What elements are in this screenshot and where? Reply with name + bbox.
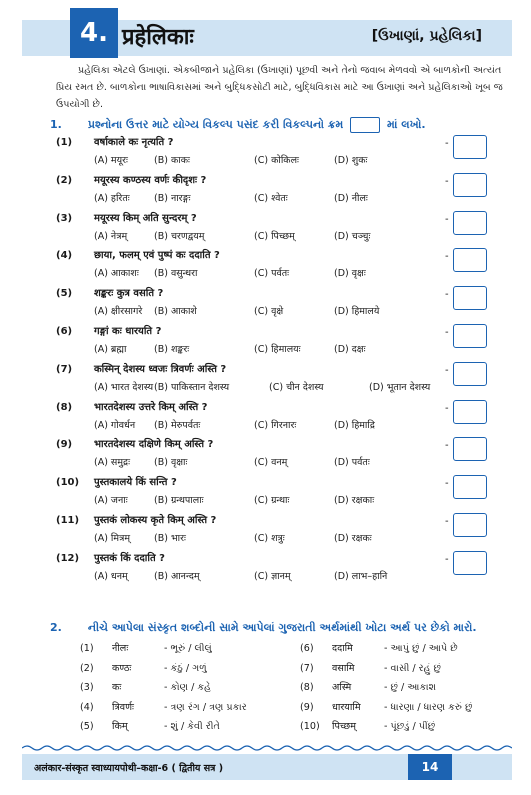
question-row bbox=[56, 361, 456, 375]
answer-dash: - bbox=[445, 478, 449, 490]
answer-dash: - bbox=[445, 138, 449, 149]
question-number: (6) bbox=[56, 326, 73, 337]
answer-box[interactable] bbox=[453, 211, 487, 235]
option-a: (A) समुद्रः bbox=[94, 457, 130, 469]
sanskrit-word: वसामि bbox=[332, 662, 355, 674]
question-text: भारतदेशस्य दक्षिणे किम् अस्ति ? bbox=[94, 439, 214, 451]
answer-dash: - bbox=[445, 175, 449, 187]
section-2-number: 2. bbox=[50, 621, 62, 634]
option-b: (B) चरणद्वयम् bbox=[154, 230, 205, 242]
answer-box[interactable] bbox=[453, 135, 487, 159]
option-d: (D) वृक्षः bbox=[334, 268, 366, 280]
question-row bbox=[56, 550, 456, 564]
page-number: 14 bbox=[408, 754, 452, 780]
intro-text: પ્રહેલિકા એટલે ઉખાણાં. એકબીજાને પ્રહેલિકા (ઉખાણાં) પૂછવી અને તેનો જવાબ મેળવવો એ બાળકોની અત્યંત પ્રિય રમત છે. બાળકોના ભાષાવિકાસમાં અને બુદ્ધિકસોટી માટે, બુદ્ધિવિકાસ માટે આ ઉખાણાં અને પ્રહેલિકાઓ ખૂબ જ ઉપયોગી છે. bbox=[56, 65, 503, 110]
option-d: (D) लाभ–हानि bbox=[334, 570, 388, 582]
word-number: (4) bbox=[80, 701, 94, 713]
option-d: (D) नीलः bbox=[334, 192, 368, 204]
option-a: (A) मयूरः bbox=[94, 155, 128, 166]
option-b: (B) वृक्षाः bbox=[154, 457, 188, 469]
question-number: (1) bbox=[56, 137, 73, 148]
option-b: (B) मेरुपर्वतः bbox=[154, 419, 201, 431]
question-row bbox=[56, 247, 456, 261]
answer-dash: - bbox=[445, 213, 449, 225]
answer-dash: - bbox=[445, 364, 449, 376]
answer-box[interactable] bbox=[453, 286, 487, 310]
footer-book-title: अलंकार-संस्कृत स्वाध्यायपोथी–कक्षा-6 ( द्वितीय सत्र ) bbox=[34, 763, 224, 774]
option-c: (C) वृक्षे bbox=[254, 306, 284, 318]
word-number: (6) bbox=[300, 643, 314, 654]
option-a: (A) गोवर्धन bbox=[94, 419, 136, 431]
option-d: (D) भूतान देशस्य bbox=[369, 381, 431, 393]
question-text: कस्मिन् देशस्य ध्वजः त्रिवर्णः अस्ति ? bbox=[94, 363, 227, 375]
option-d: (D) रक्षकाः bbox=[334, 495, 375, 507]
word-meaning-item bbox=[300, 641, 458, 654]
option-c: (C) शत्रुः bbox=[254, 533, 285, 544]
word-number: (10) bbox=[300, 721, 320, 732]
question-row bbox=[56, 323, 456, 337]
question-row bbox=[56, 210, 456, 224]
question-row bbox=[56, 134, 456, 148]
option-c: (C) गिरनारः bbox=[254, 419, 297, 431]
option-c: (C) कोकिलः bbox=[254, 155, 299, 166]
chapter-subtitle: [ઉખાણાં, પ્રહેલિકા] bbox=[371, 28, 482, 44]
question-number: (8) bbox=[56, 401, 73, 413]
word-meaning-item bbox=[300, 661, 441, 674]
word-number: (9) bbox=[300, 701, 314, 713]
answer-box[interactable] bbox=[453, 513, 487, 537]
word-meaning-item bbox=[300, 680, 436, 693]
option-a: (A) आकाशः bbox=[94, 268, 139, 280]
answer-dash: - bbox=[445, 440, 449, 452]
chapter-title: प्रहेलिकाः bbox=[122, 24, 194, 50]
answer-dash: - bbox=[445, 289, 449, 301]
sanskrit-word: नीलः bbox=[112, 643, 129, 654]
sanskrit-word: कण्ठः bbox=[112, 662, 132, 674]
answer-dash: - bbox=[445, 516, 449, 527]
word-number: (5) bbox=[80, 721, 94, 732]
option-d: (D) चञ्चुः bbox=[334, 230, 371, 242]
worksheet-page bbox=[22, 0, 512, 795]
sanskrit-word: धारयामि bbox=[332, 701, 361, 713]
gujarati-meanings[interactable]: - પૂંછડું / પીંછું bbox=[384, 721, 436, 732]
gujarati-meanings[interactable]: - શું / કેવી રીતે bbox=[164, 721, 220, 732]
option-c: (C) चीन देशस्य bbox=[269, 381, 324, 393]
answer-box[interactable] bbox=[453, 475, 487, 499]
word-number: (1) bbox=[80, 643, 94, 654]
question-text: पुस्तकं किं ददाति ? bbox=[94, 552, 165, 564]
gujarati-meanings[interactable]: - કંઠું / ગળું bbox=[164, 662, 207, 674]
gujarati-meanings[interactable]: - ધારણા / ધારણ કરું છું bbox=[384, 701, 473, 713]
question-number: (4) bbox=[56, 250, 73, 262]
question-text: भारतदेशस्य उत्तरे किम् अस्ति ? bbox=[94, 401, 208, 413]
question-text: गङ्गां कः धारयति ? bbox=[94, 326, 162, 337]
option-b: (B) नारङ्गः bbox=[154, 192, 191, 204]
option-b: (B) आकाशे bbox=[154, 306, 197, 318]
question-number: (7) bbox=[56, 363, 73, 375]
word-meaning-item bbox=[300, 719, 435, 732]
answer-box[interactable] bbox=[453, 362, 487, 386]
question-text: पुस्तकं लोकस्य कृते किम् अस्ति ? bbox=[94, 515, 217, 526]
option-c: (C) ग्रन्थाः bbox=[254, 495, 290, 507]
question-row bbox=[56, 285, 456, 299]
option-d: (D) रक्षकः bbox=[334, 533, 372, 544]
answer-dash: - bbox=[445, 402, 449, 414]
question-number: (5) bbox=[56, 288, 73, 300]
option-b: (B) पाकिस्तान देशस्य bbox=[154, 381, 230, 393]
section-1-heading bbox=[50, 117, 426, 133]
word-meaning-item bbox=[80, 641, 212, 654]
question-row bbox=[56, 474, 456, 488]
question-text: पुस्तकालये किं सन्ति ? bbox=[94, 477, 177, 489]
option-c: (C) ज्ञानम् bbox=[254, 570, 291, 582]
option-d: (D) दक्षः bbox=[334, 344, 366, 355]
answer-box[interactable] bbox=[453, 173, 487, 197]
option-a: (A) क्षीरसागरे bbox=[94, 306, 143, 318]
question-text: वर्षाकाले कः नृत्यति ? bbox=[94, 137, 174, 148]
option-a: (A) ब्रह्मा bbox=[94, 344, 127, 355]
gujarati-meanings[interactable]: - છું / આકાશ bbox=[384, 682, 436, 693]
sanskrit-word: पिच्छम् bbox=[332, 721, 356, 732]
question-text: शङ्करः कुत्र वसति ? bbox=[94, 288, 164, 300]
option-c: (C) वनम् bbox=[254, 457, 288, 469]
question-row bbox=[56, 172, 456, 186]
option-a: (A) जनाः bbox=[94, 495, 128, 507]
sanskrit-word: किम् bbox=[112, 721, 128, 732]
gujarati-meanings[interactable]: - કોણ / કહે bbox=[164, 682, 211, 693]
sanskrit-word: अस्मि bbox=[332, 682, 352, 693]
option-b: (B) आनन्दम् bbox=[154, 570, 200, 582]
question-row bbox=[56, 399, 456, 413]
gujarati-meanings[interactable]: - આપું છું / આપે છે bbox=[384, 643, 458, 654]
answer-box[interactable] bbox=[453, 400, 487, 424]
answer-box[interactable] bbox=[453, 437, 487, 461]
option-b: (B) शङ्करः bbox=[154, 344, 190, 355]
word-number: (2) bbox=[80, 662, 94, 674]
question-row bbox=[56, 436, 456, 450]
question-text: मयूरस्य किम् अति सुन्दरम् ? bbox=[94, 212, 197, 224]
example-answer-box bbox=[350, 117, 380, 133]
section-1-instruction: પ્રશ્નોના ઉત્તર માટે યોગ્ય વિકલ્પ પસંદ કરી વિકલ્પનો ક્રમ bbox=[87, 118, 344, 131]
option-b: (B) भारः bbox=[154, 533, 186, 544]
question-number: (9) bbox=[56, 439, 73, 451]
gujarati-meanings[interactable]: - ત્રણ રંગ / ત્રણ પ્રકાર bbox=[164, 701, 247, 713]
sanskrit-word: त्रिवर्णः bbox=[112, 701, 134, 713]
option-a: (A) धनम् bbox=[94, 570, 128, 582]
question-number: (2) bbox=[56, 174, 73, 186]
chapter-number: 4. bbox=[70, 8, 118, 58]
word-number: (7) bbox=[300, 662, 314, 674]
question-number: (11) bbox=[56, 515, 80, 526]
question-text: मयूरस्य कण्ठस्य वर्णः कीदृशः ? bbox=[94, 174, 207, 186]
option-c: (C) पर्वतः bbox=[254, 268, 290, 280]
footer-band bbox=[22, 754, 512, 780]
word-number: (3) bbox=[80, 682, 94, 693]
option-d: (D) पर्वतः bbox=[334, 457, 370, 469]
section-1-number: 1. bbox=[50, 118, 62, 131]
gujarati-meanings[interactable]: - ભૂરું / લીલું bbox=[164, 643, 212, 654]
option-a: (A) मित्रम् bbox=[94, 533, 130, 544]
word-number: (8) bbox=[300, 682, 314, 693]
answer-dash: - bbox=[445, 327, 449, 338]
option-d: (D) हिमालये bbox=[334, 306, 380, 318]
section-1-instruction-end: માં લખો. bbox=[387, 118, 426, 131]
question-number: (3) bbox=[56, 212, 73, 224]
option-a: (A) नेत्रम् bbox=[94, 230, 128, 242]
word-meaning-item bbox=[300, 700, 472, 713]
option-b: (B) वसुन्धरा bbox=[154, 268, 198, 280]
question-number: (12) bbox=[56, 552, 80, 564]
option-d: (D) हिमाद्रि bbox=[334, 419, 375, 431]
question-row bbox=[56, 512, 456, 526]
option-a: (A) भारत देशस्य bbox=[94, 381, 154, 393]
option-c: (C) श्वेतः bbox=[254, 192, 288, 204]
section-2-heading bbox=[50, 621, 477, 635]
option-c: (C) पिच्छम् bbox=[254, 230, 295, 242]
answer-box[interactable] bbox=[453, 551, 487, 575]
word-meaning-item bbox=[80, 719, 220, 732]
question-number: (10) bbox=[56, 477, 80, 489]
option-b: (B) काकः bbox=[154, 155, 190, 166]
answer-box[interactable] bbox=[453, 248, 487, 272]
word-meaning-item bbox=[80, 680, 211, 693]
option-a: (A) हरितः bbox=[94, 192, 130, 204]
word-meaning-item bbox=[80, 661, 207, 674]
sanskrit-word: ददामि bbox=[332, 643, 353, 654]
footer-wave-border bbox=[22, 744, 512, 752]
answer-dash: - bbox=[445, 553, 449, 565]
sanskrit-word: कः bbox=[112, 682, 122, 693]
word-meaning-item bbox=[80, 700, 247, 713]
option-c: (C) हिमालयः bbox=[254, 344, 301, 355]
intro-paragraph bbox=[56, 62, 518, 113]
gujarati-meanings[interactable]: - વાસી / રહું છું bbox=[384, 662, 441, 674]
section-2-instruction: નીચે આપેલા સંસ્કૃત શબ્દોની સામે આપેલાં ગુજરાતી અર્થમાંથી ખોટા અર્થ પર છેકો મારો. bbox=[87, 621, 477, 634]
option-d: (D) शुकः bbox=[334, 155, 368, 166]
answer-box[interactable] bbox=[453, 324, 487, 348]
question-text: छाया, फलम् एवं पुष्पं कः ददाति ? bbox=[94, 250, 220, 262]
answer-dash: - bbox=[445, 251, 449, 263]
option-b: (B) ग्रन्थपालाः bbox=[154, 495, 204, 507]
